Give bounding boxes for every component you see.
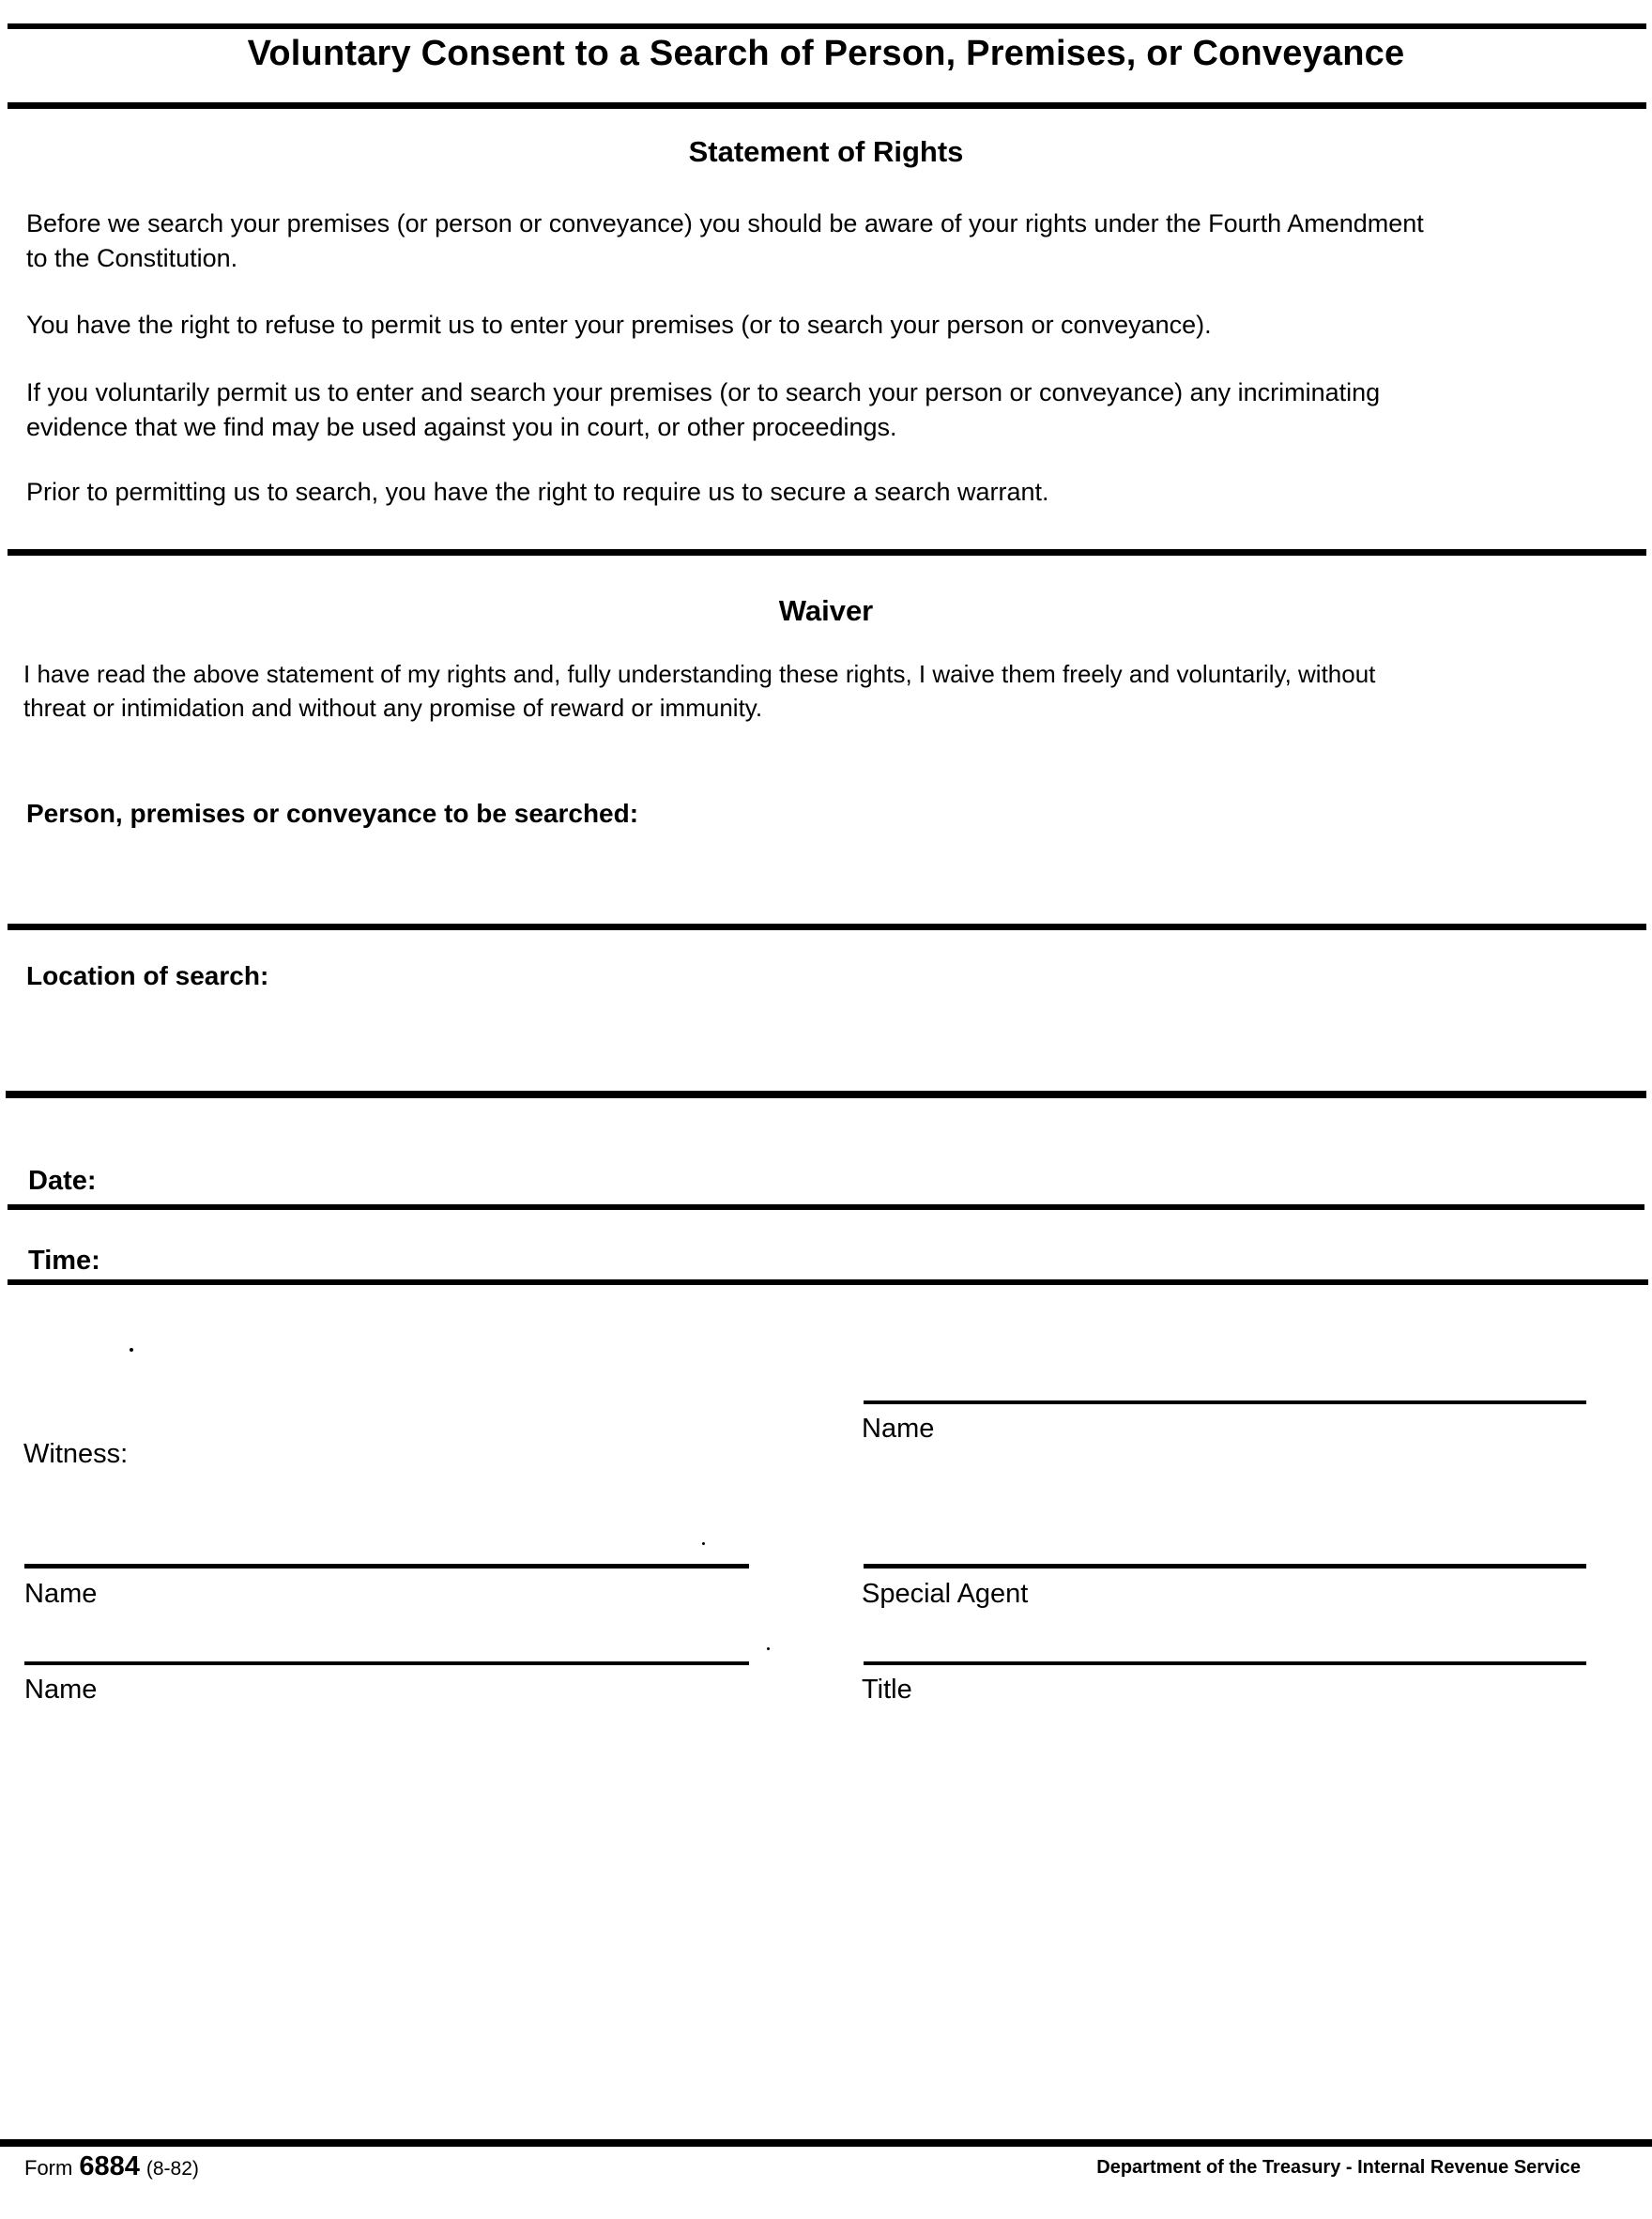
searched-field-label: Person, premises or conveyance to be searched: bbox=[26, 799, 639, 828]
waiver-heading: Waiver bbox=[778, 594, 874, 627]
scan-speck bbox=[702, 1542, 705, 1545]
date-field-label: Date: bbox=[28, 1166, 97, 1196]
statement-paragraph-4 bbox=[26, 475, 1049, 510]
time-fill-line[interactable] bbox=[8, 1279, 1648, 1285]
scan-speck bbox=[130, 1348, 133, 1352]
statement-paragraph-3 bbox=[26, 375, 1380, 445]
statement-paragraph-1-line-1: Before we search your premises (or person or conveyance) you should be aware of your rights under the Fourth Amendment bbox=[26, 209, 1424, 237]
location-field-area[interactable] bbox=[8, 999, 1644, 1087]
footer-rule bbox=[0, 2139, 1652, 2147]
scan-speck bbox=[767, 1647, 770, 1650]
subject-name-signature-line[interactable] bbox=[864, 1400, 1586, 1404]
footer-form-word: Form bbox=[24, 2156, 73, 2180]
witness2-name-label: Name bbox=[24, 1675, 98, 1705]
special-agent-signature-line[interactable] bbox=[864, 1564, 1586, 1569]
special-agent-label: Special Agent bbox=[862, 1579, 1029, 1609]
waiver-paragraph-line-1: I have read the above statement of my rights and, fully understanding these rights, I waive them freely and voluntarily, without bbox=[23, 660, 1376, 688]
searched-field-rule bbox=[8, 924, 1646, 930]
location-field-label: Location of search: bbox=[26, 961, 269, 990]
statement-of-rights-heading: Statement of Rights bbox=[688, 135, 964, 168]
statement-paragraph-3-line-1: If you voluntarily permit us to enter and search your premises (or to search your person or conveyance) any incriminating bbox=[26, 378, 1381, 406]
footer-form-number: 6884 bbox=[79, 2151, 140, 2181]
statement-paragraph-1-line-2: to the Constitution. bbox=[26, 244, 238, 272]
waiver-paragraph bbox=[23, 657, 1375, 725]
statement-paragraph-1 bbox=[26, 207, 1424, 276]
waiver-paragraph-line-2: threat or intimidation and without any promise of reward or immunity. bbox=[23, 694, 763, 722]
location-field-rule bbox=[6, 1091, 1646, 1098]
footer-form-revision: (8-82) bbox=[145, 2158, 199, 2180]
statement-paragraph-2-line-1: You have the right to refuse to permit us to enter your premises (or to search your person or conveyance). bbox=[26, 311, 1212, 339]
footer-agency: Department of the Treasury - Internal Revenue Service bbox=[1096, 2157, 1581, 2178]
title-bottom-rule bbox=[8, 102, 1646, 109]
witness1-name-label: Name bbox=[24, 1579, 98, 1609]
statement-paragraph-4-line-1: Prior to permitting us to search, you have the right to require us to secure a search warrant. bbox=[26, 478, 1049, 506]
time-field-label: Time: bbox=[28, 1246, 100, 1276]
title-signature-line[interactable] bbox=[864, 1661, 1586, 1665]
searched-field-area[interactable] bbox=[8, 837, 1644, 920]
date-fill-line[interactable] bbox=[8, 1204, 1644, 1210]
statement-section-rule bbox=[8, 549, 1646, 556]
page-title: Voluntary Consent to a Search of Person, Premises, or Conveyance bbox=[247, 34, 1405, 73]
witness2-name-signature-line[interactable] bbox=[24, 1661, 749, 1665]
witness1-name-signature-line[interactable] bbox=[24, 1564, 749, 1569]
statement-paragraph-3-line-2: evidence that we find may be used against you in court, or other proceedings. bbox=[26, 413, 897, 441]
title-top-rule bbox=[8, 23, 1646, 29]
subject-name-label: Name bbox=[862, 1414, 935, 1444]
title-label: Title bbox=[862, 1675, 912, 1705]
footer-form-identifier bbox=[24, 2151, 199, 2182]
statement-paragraph-2 bbox=[26, 308, 1212, 343]
witness-section-label: Witness: bbox=[23, 1439, 129, 1469]
